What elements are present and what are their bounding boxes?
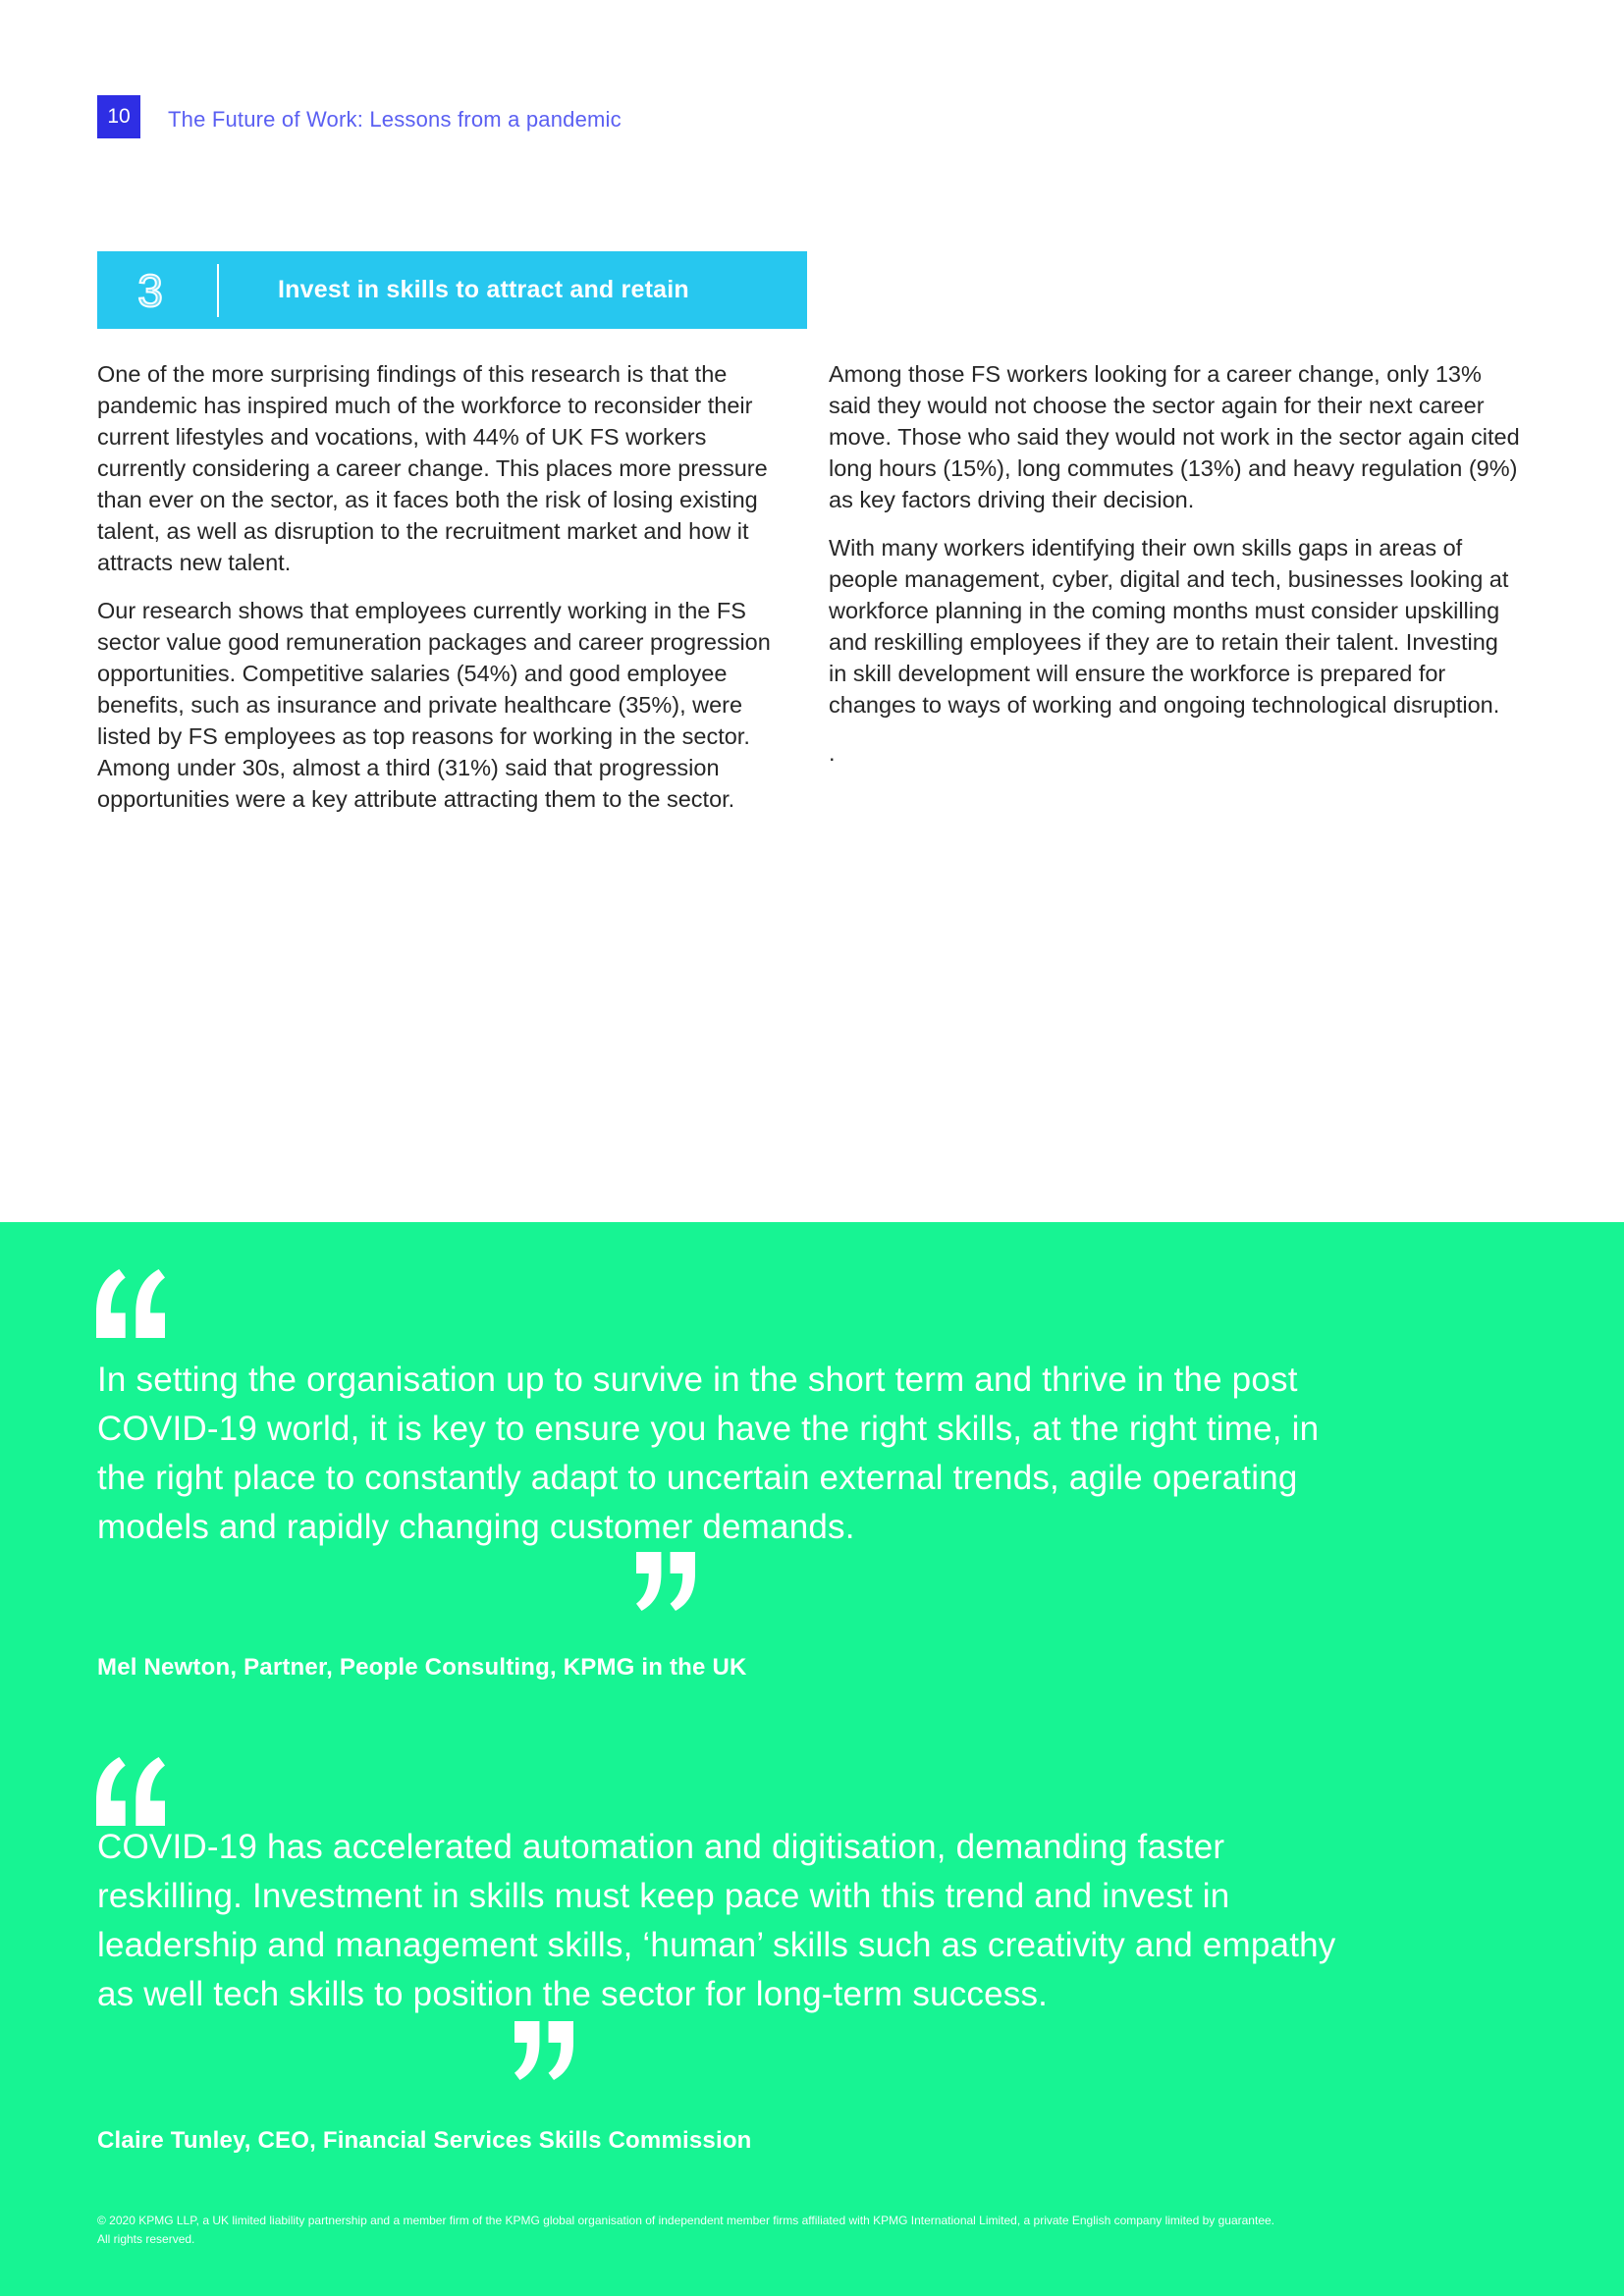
page-number: 10 (107, 105, 131, 128)
body-paragraph: . (829, 740, 836, 766)
copyright-line: All rights reserved. (97, 2232, 195, 2246)
section-number: 3 (137, 264, 163, 316)
left-column (97, 358, 785, 831)
quote-section (0, 1222, 1624, 2296)
section-banner (97, 251, 807, 329)
close-quote-icon (514, 2021, 573, 2080)
quote-attribution: Mel Newton, Partner, People Consulting, KPMG in the UK (97, 1654, 747, 1681)
body-paragraph: One of the more surprising findings of this research is that the pandemic has inspired much of the workforce to reconsider their current lifestyles and vocations, with 44% of UK FS workers currently considering a career change. This places more pressure than ever on the sector, as it faces both the risk of losing existing talent, as well as disruption to the recruitment market and how it attracts new talent. (97, 361, 768, 575)
page-number-badge (97, 95, 140, 138)
section-title: Invest in skills to attract and retain (278, 276, 689, 303)
banner-divider (217, 264, 219, 317)
body-paragraph: Among those FS workers looking for a career change, only 13% said they would not choose the sector again for their next career move. Those who said they would not work in the sector again cited long hours (15%), long commutes (13%) and heavy regulation (9%) as key factors driving their decision. (829, 361, 1520, 512)
close-quote-icon (636, 1552, 695, 1611)
copyright-footer (97, 2212, 1570, 2249)
open-quote-icon (95, 1269, 166, 1338)
body-paragraph: With many workers identifying their own skills gaps in areas of people management, cyber, digital and tech, businesses looking at workforce planning in the coming months must consider upskilling and reskilling employees if they are to retain their talent. Investing in skill development will ensure the workforce is prepared for changes to ways of working and ongoing technological disruption. (829, 535, 1509, 718)
pull-quote: In setting the organisation up to survive in the short term and thrive in the post COVID-19 world, it is key to ensure you have the right skills, at the right time, in the right place to constantly adapt to uncertain external trends, agile operating models and rapidly changing customer demands. (97, 1361, 1320, 1546)
open-quote-icon (95, 1757, 166, 1826)
pull-quote: COVID-19 has accelerated automation and digitisation, demanding faster reskilling. Investment in skills must keep pace with this trend and invest in leadership and management skills, ‘human’ skills such as creativity and empathy as well tech skills to position the sector for long-term success. (97, 1828, 1336, 2013)
document-title: The Future of Work: Lessons from a pandemic (168, 107, 622, 132)
copyright-line: © 2020 KPMG LLP, a UK limited liability partnership and a member firm of the KPMG global organisation of independent member firms affiliated with KPMG International Limited, a private English company limited by guarantee. (97, 2214, 1274, 2227)
right-column (829, 358, 1522, 785)
quote-attribution: Claire Tunley, CEO, Financial Services Skills Commission (97, 2127, 752, 2154)
body-paragraph: Our research shows that employees currently working in the FS sector value good remuneration packages and career progression opportunities. Competitive salaries (54%) and good employee benefits, such as insurance and private healthcare (35%), were listed by FS employees as top reasons for working in the sector. Among under 30s, almost a third (31%) said that progression opportunities were a key attribute attracting them to the sector. (97, 598, 771, 812)
